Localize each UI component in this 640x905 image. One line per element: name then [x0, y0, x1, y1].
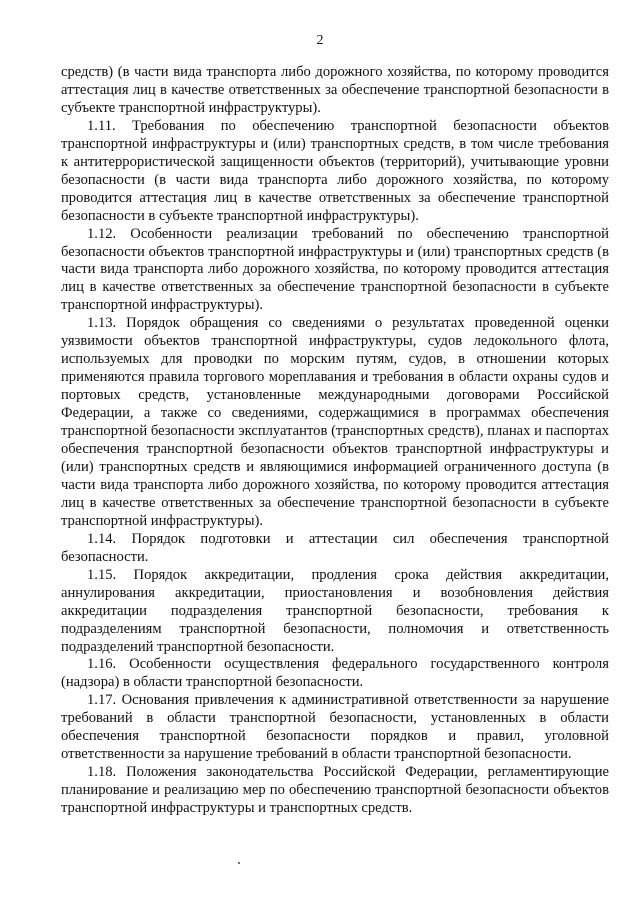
paragraph-1-18: 1.18. Положения законодательства Российской Федерации, регламентирующие планирование и реализацию мер по обеспечению транспортной безопасности объектов транспортной инфраструктуры и транспортных средств.: [61, 764, 609, 817]
paragraph-1-17: 1.17. Основания привлечения к административной ответственности за нарушение требований в области транспортной безопасности, установленных в области обеспечения транспортной безопасности порядков и правил, уголовной ответственности за нарушение требований в области транспортной безопасности.: [61, 692, 609, 763]
paragraph-1-13: 1.13. Порядок обращения со сведениями о результатах проведенной оценки уязвимости объектов транспортной инфраструктуры, судов ледокольного флота, используемых для проводки по морским путям, судов, в отношении которых применяются правила торгового мореплавания и требования в области охраны судов и портовых средств, установленные международными договорами Российской Федерации, а также со сведениями, содержащимися в программах обеспечения транспортной безопасности эксплуатантов (транспортных средств), планах и паспортах обеспечения транспортной безопасности объектов транспортной инфраструктуры и (или) транспортных средств и являющимися информацией ограниченного доступа (в части вида транспорта либо дорожного хозяйства, по которому проводится аттестация лиц в качестве ответственных за обеспечение транспортной безопасности в субъекте транспортной инфраструктуры).: [61, 315, 609, 529]
page-number: 2: [316, 33, 324, 48]
paragraph-1-16: 1.16. Особенности осуществления федерального государственного контроля (надзора) в области транспортной безопасности.: [61, 656, 609, 691]
paragraph-1-12: 1.12. Особенности реализации требований по обеспечению транспортной безопасности объектов транспортной инфраструктуры и (или) транспортных средств (в части вида транспорта либо дорожного хозяйства, по которому проводится аттестация лиц в качестве ответственных за обеспечение транспортной безопасности в субъекте транспортной инфраструктуры).: [61, 225, 609, 314]
paragraph-1-15: 1.15. Порядок аккредитации, продления срока действия аккредитации, аннулирования аккредитации, приостановления и возобновления действия аккредитации подразделения транспортной безопасности, требования к подразделениям транспортной безопасности, полномочия и ответственность подразделений транспортной безопасности.: [61, 566, 609, 655]
paragraph-1-11: 1.11. Требования по обеспечению транспортной безопасности объектов транспортной инфраструктуры и (или) транспортных средств, в том числе требования к антитеррористической защищенности объектов (территорий), учитывающие уровни безопасности (в части вида транспорта либо дорожного хозяйства, по которому проводится аттестация лиц в качестве ответственных за обеспечение транспортной безопасности в субъекте транспортной инфраструктуры).: [61, 117, 609, 224]
paragraph-continuation: средств) (в части вида транспорта либо дорожного хозяйства, по которому проводится аттестация лиц в качестве ответственных за обеспечение транспортной безопасности в субъекте транспортной инфраструктуры).: [61, 64, 609, 116]
scan-speck: [238, 862, 240, 864]
document-body: [61, 64, 609, 818]
paragraph-1-14: 1.14. Порядок подготовки и аттестации сил обеспечения транспортной безопасности.: [61, 530, 609, 565]
